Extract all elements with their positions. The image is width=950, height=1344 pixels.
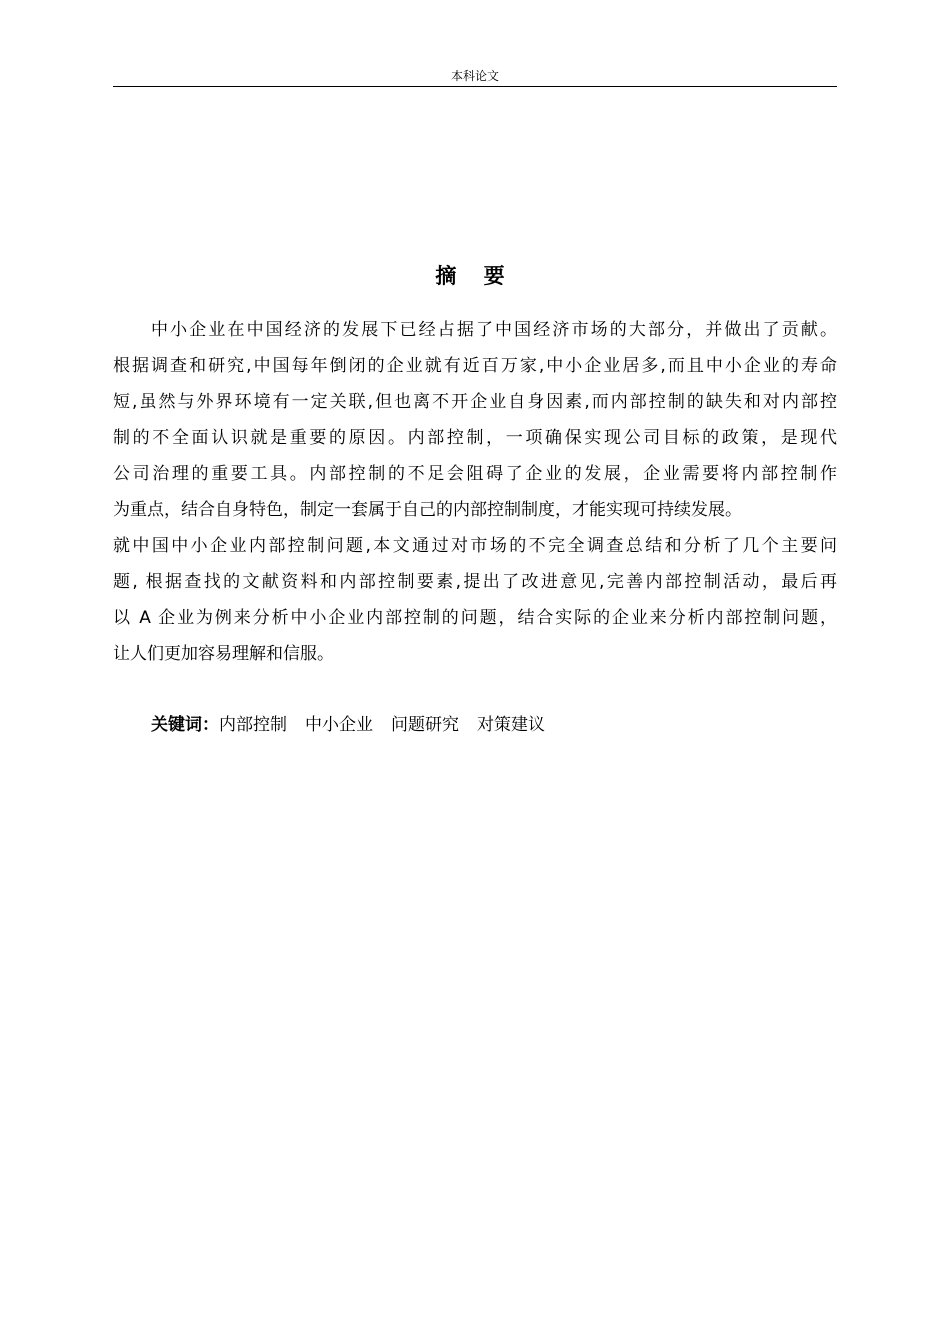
abstract-line: 制的不全面认识就是重要的原因。内部控制，一项确保实现公司目标的政策，是现代 <box>113 428 837 448</box>
keyword-item: 对策建议 <box>477 715 545 735</box>
abstract-line: 中小企业在中国经济的发展下已经占据了中国经济市场的大部分，并做出了贡献。 <box>151 320 837 340</box>
keywords-label: 关键词： <box>151 715 219 735</box>
abstract-line: 根据调查和研究,中国每年倒闭的企业就有近百万家,中小企业居多,而且中小企业的寿命 <box>113 356 837 376</box>
header-title: 本科论文 <box>450 69 499 83</box>
abstract-line: 题, 根据查找的文献资料和内部控制要素,提出了改进意见,完善内部控制活动，最后再 <box>113 572 837 592</box>
page-header <box>113 66 837 87</box>
abstract-line: 就中国中小企业内部控制问题,本文通过对市场的不完全调查总结和分析了几个主要问 <box>113 536 837 556</box>
abstract-line: 以 A 企业为例来分析中小企业内部控制的问题，结合实际的企业来分析内部控制问题， <box>113 608 837 628</box>
abstract-body <box>113 312 837 672</box>
abstract-line: 让人们更加容易理解和信服。 <box>113 644 334 664</box>
keywords-row <box>151 707 563 743</box>
abstract-line: 短,虽然与外界环境有一定关联,但也离不开企业自身因素,而内部控制的缺失和对内部控 <box>113 392 837 412</box>
keyword-item: 问题研究 <box>391 715 459 735</box>
abstract-title: 摘 要 <box>435 264 515 288</box>
keyword-item: 内部控制 <box>219 715 287 735</box>
abstract-line: 公司治理的重要工具。内部控制的不足会阻碍了企业的发展，企业需要将内部控制作 <box>113 464 837 484</box>
keyword-item: 中小企业 <box>305 715 373 735</box>
abstract-line: 为重点，结合自身特色，制定一套属于自己的内部控制制度，才能实现可持续发展。 <box>113 500 742 520</box>
